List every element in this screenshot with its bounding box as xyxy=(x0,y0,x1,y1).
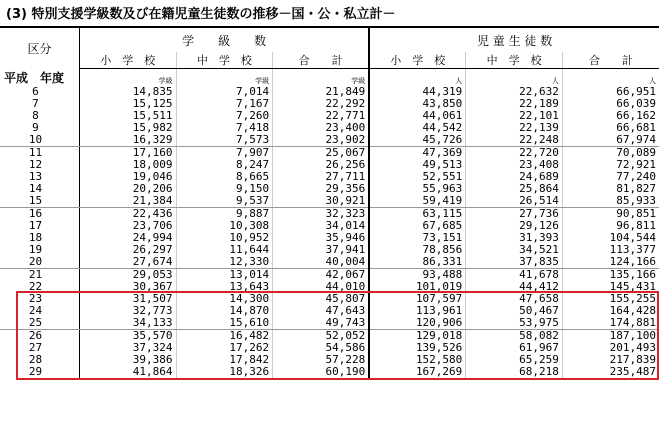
students-elementary-cell: 59,419 xyxy=(369,195,466,208)
classes-elementary-cell: 27,674 xyxy=(79,256,176,269)
classes-junior-high-cell: 11,644 xyxy=(176,244,273,256)
students-junior-high-cell: 37,835 xyxy=(466,256,563,269)
classes-junior-high-cell: 9,537 xyxy=(176,195,273,208)
table-row xyxy=(0,354,659,366)
classes-total-cell: 32,323 xyxy=(273,207,370,220)
special-needs-class-table xyxy=(0,26,659,378)
students-junior-high-cell: 53,975 xyxy=(466,317,563,330)
year-cell: 24 xyxy=(28,303,43,317)
unit-label: 学級 xyxy=(176,69,273,86)
table-row xyxy=(0,329,659,342)
classes-elementary-cell: 35,570 xyxy=(79,329,176,342)
students-junior-high-cell: 27,736 xyxy=(466,207,563,220)
students-elementary-cell: 43,850 xyxy=(369,98,466,110)
students-elementary-cell: 167,269 xyxy=(369,366,466,378)
year-cell: 14 xyxy=(28,181,43,195)
table-row xyxy=(0,122,659,134)
year-cell: 20 xyxy=(0,256,79,269)
table-row xyxy=(0,110,659,122)
classes-total-cell: 22,292 xyxy=(273,98,370,110)
students-elementary-cell: 44,542 xyxy=(369,122,466,134)
year-group xyxy=(0,207,659,268)
students-total-cell: 90,851 xyxy=(562,207,659,220)
students-elementary-cell: 129,018 xyxy=(369,329,466,342)
students-junior-high-cell: 25,864 xyxy=(466,183,563,195)
classes-total-cell: 35,946 xyxy=(273,232,370,244)
classes-total-cell: 21,849 xyxy=(273,86,370,98)
table-row xyxy=(0,98,659,110)
students-elementary-cell: 44,061 xyxy=(369,110,466,122)
students-junior-high-cell: 65,259 xyxy=(466,354,563,366)
unit-label: 人 xyxy=(562,69,659,86)
students-total-cell: 201,493 xyxy=(562,342,659,354)
table-row xyxy=(0,366,659,378)
classes-group-header: 学 級 数 xyxy=(79,27,369,52)
students-junior-high-cell: 22,189 xyxy=(466,98,563,110)
students-elementary-cell: 152,580 xyxy=(369,354,466,366)
classes-elementary-cell: 39,386 xyxy=(79,354,176,366)
students-junior-high-cell: 68,218 xyxy=(466,366,563,378)
year-cell: 27 xyxy=(28,340,43,354)
classes-junior-high-cell: 16,482 xyxy=(176,329,273,342)
students-junior-high-cell: 22,101 xyxy=(466,110,563,122)
students-elementary-cell: 78,856 xyxy=(369,244,466,256)
classes-junior-high-cell: 13,643 xyxy=(176,281,273,293)
classes-elementary-cell: 19,046 xyxy=(79,171,176,183)
classes-total-cell: 52,052 xyxy=(273,329,370,342)
classes-total-cell: 22,771 xyxy=(273,110,370,122)
classes-total-header: 合 計 xyxy=(273,52,370,69)
students-elementary-cell: 67,685 xyxy=(369,220,466,232)
year-cell: 19 xyxy=(28,242,43,256)
students-total-cell: 124,166 xyxy=(562,256,659,269)
students-junior-high-cell: 22,248 xyxy=(466,134,563,147)
students-elementary-cell: 107,597 xyxy=(369,293,466,305)
students-elementary-cell: 52,551 xyxy=(369,171,466,183)
students-junior-high-cell: 26,514 xyxy=(466,195,563,208)
classes-elementary-cell: 41,864 xyxy=(79,366,176,378)
classes-total-cell: 57,228 xyxy=(273,354,370,366)
classes-elementary-cell: 16,329 xyxy=(79,134,176,147)
students-junior-high-cell: 31,393 xyxy=(466,232,563,244)
students-junior-high-cell: 22,139 xyxy=(466,122,563,134)
year-cell: 22 xyxy=(28,279,43,293)
classes-junior-high-cell: 14,870 xyxy=(176,305,273,317)
table-row xyxy=(0,195,659,208)
year-group xyxy=(0,268,659,329)
students-junior-high-cell: 22,720 xyxy=(466,146,563,159)
year-cell: 17 xyxy=(28,218,43,232)
table-row xyxy=(0,244,659,256)
classes-total-cell: 23,902 xyxy=(273,134,370,147)
students-junior-high-cell: 41,678 xyxy=(466,268,563,281)
students-total-cell: 135,166 xyxy=(562,268,659,281)
year-cell: 15 xyxy=(0,195,79,208)
classes-junior-high-cell: 7,573 xyxy=(176,134,273,147)
classes-elementary-cell: 18,009 xyxy=(79,159,176,171)
students-junior-high-cell: 29,126 xyxy=(466,220,563,232)
table-row xyxy=(0,342,659,354)
students-junior-high-cell: 34,521 xyxy=(466,244,563,256)
year-cell: 23 xyxy=(28,291,43,305)
table-container xyxy=(0,26,660,378)
classes-junior-high-cell: 7,167 xyxy=(176,98,273,110)
classes-elementary-cell: 34,133 xyxy=(79,317,176,330)
classes-elementary-cell: 20,206 xyxy=(79,183,176,195)
table-row xyxy=(0,183,659,195)
table-row xyxy=(0,134,659,147)
students-total-cell: 66,951 xyxy=(562,86,659,98)
year-cell: 25 xyxy=(0,317,79,330)
classes-junior-high-cell: 18,326 xyxy=(176,366,273,378)
classes-total-cell: 26,256 xyxy=(273,159,370,171)
classes-elementary-cell: 17,160 xyxy=(79,146,176,159)
classes-junior-high-cell: 7,014 xyxy=(176,86,273,98)
students-junior-high-header: 中 学 校 xyxy=(466,52,563,69)
students-junior-high-cell: 44,412 xyxy=(466,281,563,293)
students-elementary-cell: 120,906 xyxy=(369,317,466,330)
students-total-cell: 174,881 xyxy=(562,317,659,330)
classes-elementary-cell: 30,367 xyxy=(79,281,176,293)
table-row xyxy=(0,146,659,159)
students-junior-high-cell: 58,082 xyxy=(466,329,563,342)
students-junior-high-cell: 61,967 xyxy=(466,342,563,354)
classes-elementary-header: 小 学 校 xyxy=(79,52,176,69)
year-cell: 26 xyxy=(28,328,43,342)
classes-total-cell: 42,067 xyxy=(273,268,370,281)
classes-total-cell: 40,004 xyxy=(273,256,370,269)
year-cell: 21 xyxy=(28,267,43,281)
students-elementary-cell: 44,319 xyxy=(369,86,466,98)
year-cell: 16 xyxy=(28,206,43,220)
students-total-cell: 104,544 xyxy=(562,232,659,244)
students-elementary-header: 小 学 校 xyxy=(369,52,466,69)
classes-elementary-cell: 31,507 xyxy=(79,293,176,305)
classes-elementary-cell: 14,835 xyxy=(79,86,176,98)
classes-junior-high-cell: 17,262 xyxy=(176,342,273,354)
classes-junior-high-cell: 14,300 xyxy=(176,293,273,305)
year-cell: 6 xyxy=(32,84,39,98)
classes-junior-high-cell: 15,610 xyxy=(176,317,273,330)
students-total-cell: 85,933 xyxy=(562,195,659,208)
students-elementary-cell: 101,019 xyxy=(369,281,466,293)
table-row xyxy=(0,86,659,98)
students-total-cell: 66,039 xyxy=(562,98,659,110)
classes-total-cell: 45,807 xyxy=(273,293,370,305)
table-row xyxy=(0,207,659,220)
table-row xyxy=(0,305,659,317)
table-row xyxy=(0,232,659,244)
students-total-cell: 66,162 xyxy=(562,110,659,122)
students-total-cell: 235,487 xyxy=(562,366,659,378)
classes-junior-high-cell: 8,665 xyxy=(176,171,273,183)
classes-junior-high-cell: 7,907 xyxy=(176,146,273,159)
classes-total-cell: 37,941 xyxy=(273,244,370,256)
table-row xyxy=(0,159,659,171)
year-cell: 8 xyxy=(32,108,39,122)
classes-junior-high-cell: 10,952 xyxy=(176,232,273,244)
table-row xyxy=(0,171,659,183)
classes-total-cell: 25,067 xyxy=(273,146,370,159)
students-elementary-cell: 45,726 xyxy=(369,134,466,147)
year-cell: 7 xyxy=(32,96,39,110)
unit-label: 学級 xyxy=(79,69,176,86)
students-total-cell: 70,089 xyxy=(562,146,659,159)
year-cell: 28 xyxy=(28,352,43,366)
classes-junior-high-cell: 9,150 xyxy=(176,183,273,195)
unit-label: 学級 xyxy=(273,69,370,86)
classes-total-cell: 23,400 xyxy=(273,122,370,134)
table-row xyxy=(0,293,659,305)
students-elementary-cell: 93,488 xyxy=(369,268,466,281)
classes-junior-high-cell: 12,330 xyxy=(176,256,273,269)
classes-elementary-cell: 26,297 xyxy=(79,244,176,256)
classes-elementary-cell: 24,994 xyxy=(79,232,176,244)
classes-total-cell: 60,190 xyxy=(273,366,370,378)
table-row xyxy=(0,268,659,281)
classes-total-cell: 47,643 xyxy=(273,305,370,317)
students-elementary-cell: 47,369 xyxy=(369,146,466,159)
year-cell: 13 xyxy=(28,169,43,183)
classes-elementary-cell: 15,125 xyxy=(79,98,176,110)
classes-elementary-cell: 15,982 xyxy=(79,122,176,134)
classes-junior-high-cell: 7,260 xyxy=(176,110,273,122)
year-group xyxy=(0,86,659,147)
students-total-cell: 72,921 xyxy=(562,159,659,171)
classes-elementary-cell: 21,384 xyxy=(79,195,176,208)
classes-junior-high-cell: 10,308 xyxy=(176,220,273,232)
students-elementary-cell: 73,151 xyxy=(369,232,466,244)
classes-junior-high-cell: 9,887 xyxy=(176,207,273,220)
classes-junior-high-cell: 7,418 xyxy=(176,122,273,134)
students-total-cell: 66,681 xyxy=(562,122,659,134)
classes-total-cell: 54,586 xyxy=(273,342,370,354)
students-junior-high-cell: 47,658 xyxy=(466,293,563,305)
students-total-cell: 81,827 xyxy=(562,183,659,195)
table-row xyxy=(0,220,659,232)
classes-total-cell: 49,743 xyxy=(273,317,370,330)
students-total-cell: 217,839 xyxy=(562,354,659,366)
year-cell: 9 xyxy=(32,120,39,134)
category-header: 区分 xyxy=(0,27,79,69)
classes-elementary-cell: 23,706 xyxy=(79,220,176,232)
year-cell: 11 xyxy=(28,145,43,159)
students-total-cell: 145,431 xyxy=(562,281,659,293)
students-elementary-cell: 55,963 xyxy=(369,183,466,195)
students-total-cell: 96,811 xyxy=(562,220,659,232)
table-title: (3) 特別支援学級数及び在籍児童生徒数の推移－国・公・私立計－ xyxy=(6,7,396,22)
classes-total-cell: 27,711 xyxy=(273,171,370,183)
table-row xyxy=(0,317,659,330)
year-cell: 29 xyxy=(28,364,43,378)
students-total-cell: 113,377 xyxy=(562,244,659,256)
students-elementary-cell: 63,115 xyxy=(369,207,466,220)
students-total-cell: 187,100 xyxy=(562,329,659,342)
students-total-cell: 164,428 xyxy=(562,305,659,317)
classes-elementary-cell: 32,773 xyxy=(79,305,176,317)
classes-junior-high-cell: 13,014 xyxy=(176,268,273,281)
classes-total-cell: 29,356 xyxy=(273,183,370,195)
unit-label: 人 xyxy=(466,69,563,86)
year-group xyxy=(0,146,659,207)
table-row xyxy=(0,281,659,293)
era-label: 平成 年度 xyxy=(4,70,65,85)
students-total-cell: 155,255 xyxy=(562,293,659,305)
year-cell: 12 xyxy=(28,157,43,171)
year-group xyxy=(0,329,659,378)
classes-elementary-cell: 37,324 xyxy=(79,342,176,354)
students-junior-high-cell: 23,408 xyxy=(466,159,563,171)
classes-junior-high-cell: 8,247 xyxy=(176,159,273,171)
students-total-cell: 67,974 xyxy=(562,134,659,147)
year-cell: 10 xyxy=(0,134,79,147)
year-cell: 18 xyxy=(28,230,43,244)
table-row xyxy=(0,256,659,269)
classes-total-cell: 30,921 xyxy=(273,195,370,208)
students-junior-high-cell: 22,632 xyxy=(466,86,563,98)
students-elementary-cell: 139,526 xyxy=(369,342,466,354)
classes-total-cell: 44,010 xyxy=(273,281,370,293)
students-total-header: 合 計 xyxy=(562,52,659,69)
students-junior-high-cell: 50,467 xyxy=(466,305,563,317)
students-junior-high-cell: 24,689 xyxy=(466,171,563,183)
students-elementary-cell: 86,331 xyxy=(369,256,466,269)
classes-elementary-cell: 22,436 xyxy=(79,207,176,220)
classes-elementary-cell: 15,511 xyxy=(79,110,176,122)
classes-elementary-cell: 29,053 xyxy=(79,268,176,281)
students-total-cell: 77,240 xyxy=(562,171,659,183)
unit-label: 人 xyxy=(369,69,466,86)
students-elementary-cell: 49,513 xyxy=(369,159,466,171)
classes-total-cell: 34,014 xyxy=(273,220,370,232)
classes-junior-high-cell: 17,842 xyxy=(176,354,273,366)
classes-junior-high-header: 中 学 校 xyxy=(176,52,273,69)
students-group-header: 児 童 生 徒 数 xyxy=(369,27,659,52)
students-elementary-cell: 113,961 xyxy=(369,305,466,317)
